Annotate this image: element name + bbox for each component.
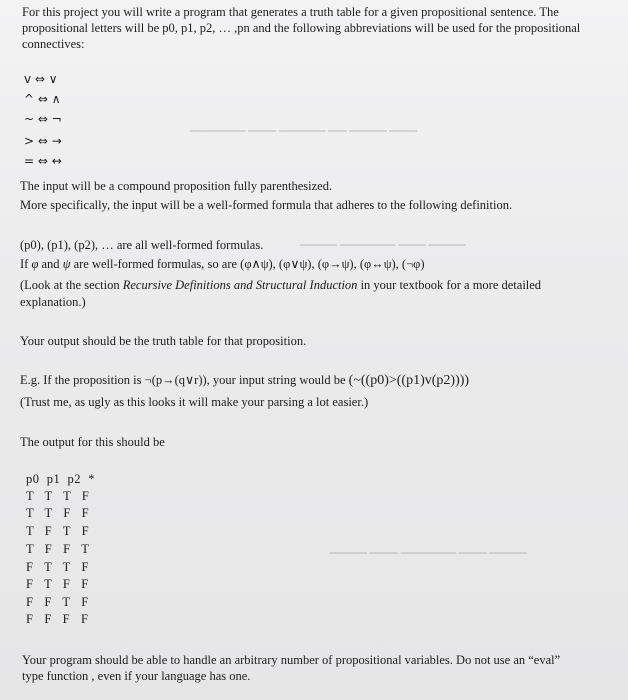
bleed-through: ▁▁▁ ▁▁▁▁ ▁▁ ▁▁▁▁▁ ▁▁▁ ▁▁▁▁▁▁ (190, 118, 418, 132)
phi-symbol: φ (31, 257, 39, 271)
closing-line-1: Your program should be able to handle an arbitrary number of propositional variables. Do not use an “eval” (22, 653, 561, 667)
abbrev-not: ~ ⇔ ¬ (24, 112, 62, 126)
intro-line-3: connectives: (22, 37, 85, 51)
definition-base: (p0), (p1), (p2), … are all well-formed formulas. (20, 238, 264, 252)
input-line-1: The input will be a compound proposition fully parenthesized. (20, 179, 333, 193)
psi-symbol: ψ (62, 257, 71, 271)
example-input-string: (~((p0)>((p1)v(p2)))) (348, 373, 470, 388)
definition-if: If (20, 257, 32, 271)
intro-line-2: propositional letters will be p0, p1, p2, … ,pn and the following abbreviations will be used for the propositional (22, 21, 581, 35)
abbrev-implies: > ⇔ → (24, 134, 62, 148)
definition-rule (20, 256, 425, 272)
abbrev-iff: = ⇔ ↔ (24, 154, 62, 168)
abbrev-and: ^ ⇔ ∧ (24, 92, 61, 106)
truth-table-row: F T T F (26, 560, 89, 574)
truth-table-row: T T F F (26, 506, 90, 520)
bleed-through: ▁▁▁▁ ▁▁▁ ▁▁▁▁▁▁ ▁▁▁ ▁▁▁▁ (330, 540, 527, 554)
bleed-through: ▁▁▁▁ ▁▁▁ ▁▁▁▁▁▁ ▁▁▁▁ (300, 232, 466, 246)
truth-table-row: T T T F (26, 489, 90, 503)
look-suffix: in your textbook for a more detailed (357, 278, 542, 292)
truth-table-row: F F T F (26, 595, 89, 609)
look-title: Recursive Definitions and Structural Induction (122, 278, 358, 292)
example-trust: (Trust me, as ugly as this looks it will make your parsing a lot easier.) (20, 395, 369, 409)
definition-and: and (38, 257, 63, 271)
look-prefix: (Look at the section (20, 278, 123, 292)
intro-line-1: For this project you will write a program that generates a truth table for a given propositional sentence. The (22, 5, 559, 19)
definition-look-line-2: explanation.) (20, 295, 86, 309)
output-intro: Your output should be the truth table for that proposition. (20, 334, 307, 348)
output-label: The output for this should be (20, 435, 165, 449)
closing-line-2: type function , even if your language has one. (22, 669, 251, 683)
truth-table-row: F T F F (26, 577, 89, 591)
truth-table-header: p0 p1 p2 * (26, 472, 95, 486)
definition-look (20, 277, 541, 293)
definition-rule-suffix: are well-formed formulas, so are (φ∧ψ), (φ∨ψ), (φ→ψ), (φ↔ψ), (¬φ) (70, 257, 425, 271)
example-line (20, 372, 469, 389)
abbrev-or: v ⇔ ∨ (24, 72, 58, 86)
truth-table-row: T F T F (26, 524, 90, 538)
example-prefix: E.g. If the proposition is ¬(p→(q∨r)), your input string would be (20, 373, 346, 387)
truth-table-row: F F F F (26, 612, 89, 626)
truth-table-row: T F F T (26, 542, 90, 556)
input-line-2: More specifically, the input will be a well-formed formula that adheres to the following definition. (20, 198, 513, 212)
